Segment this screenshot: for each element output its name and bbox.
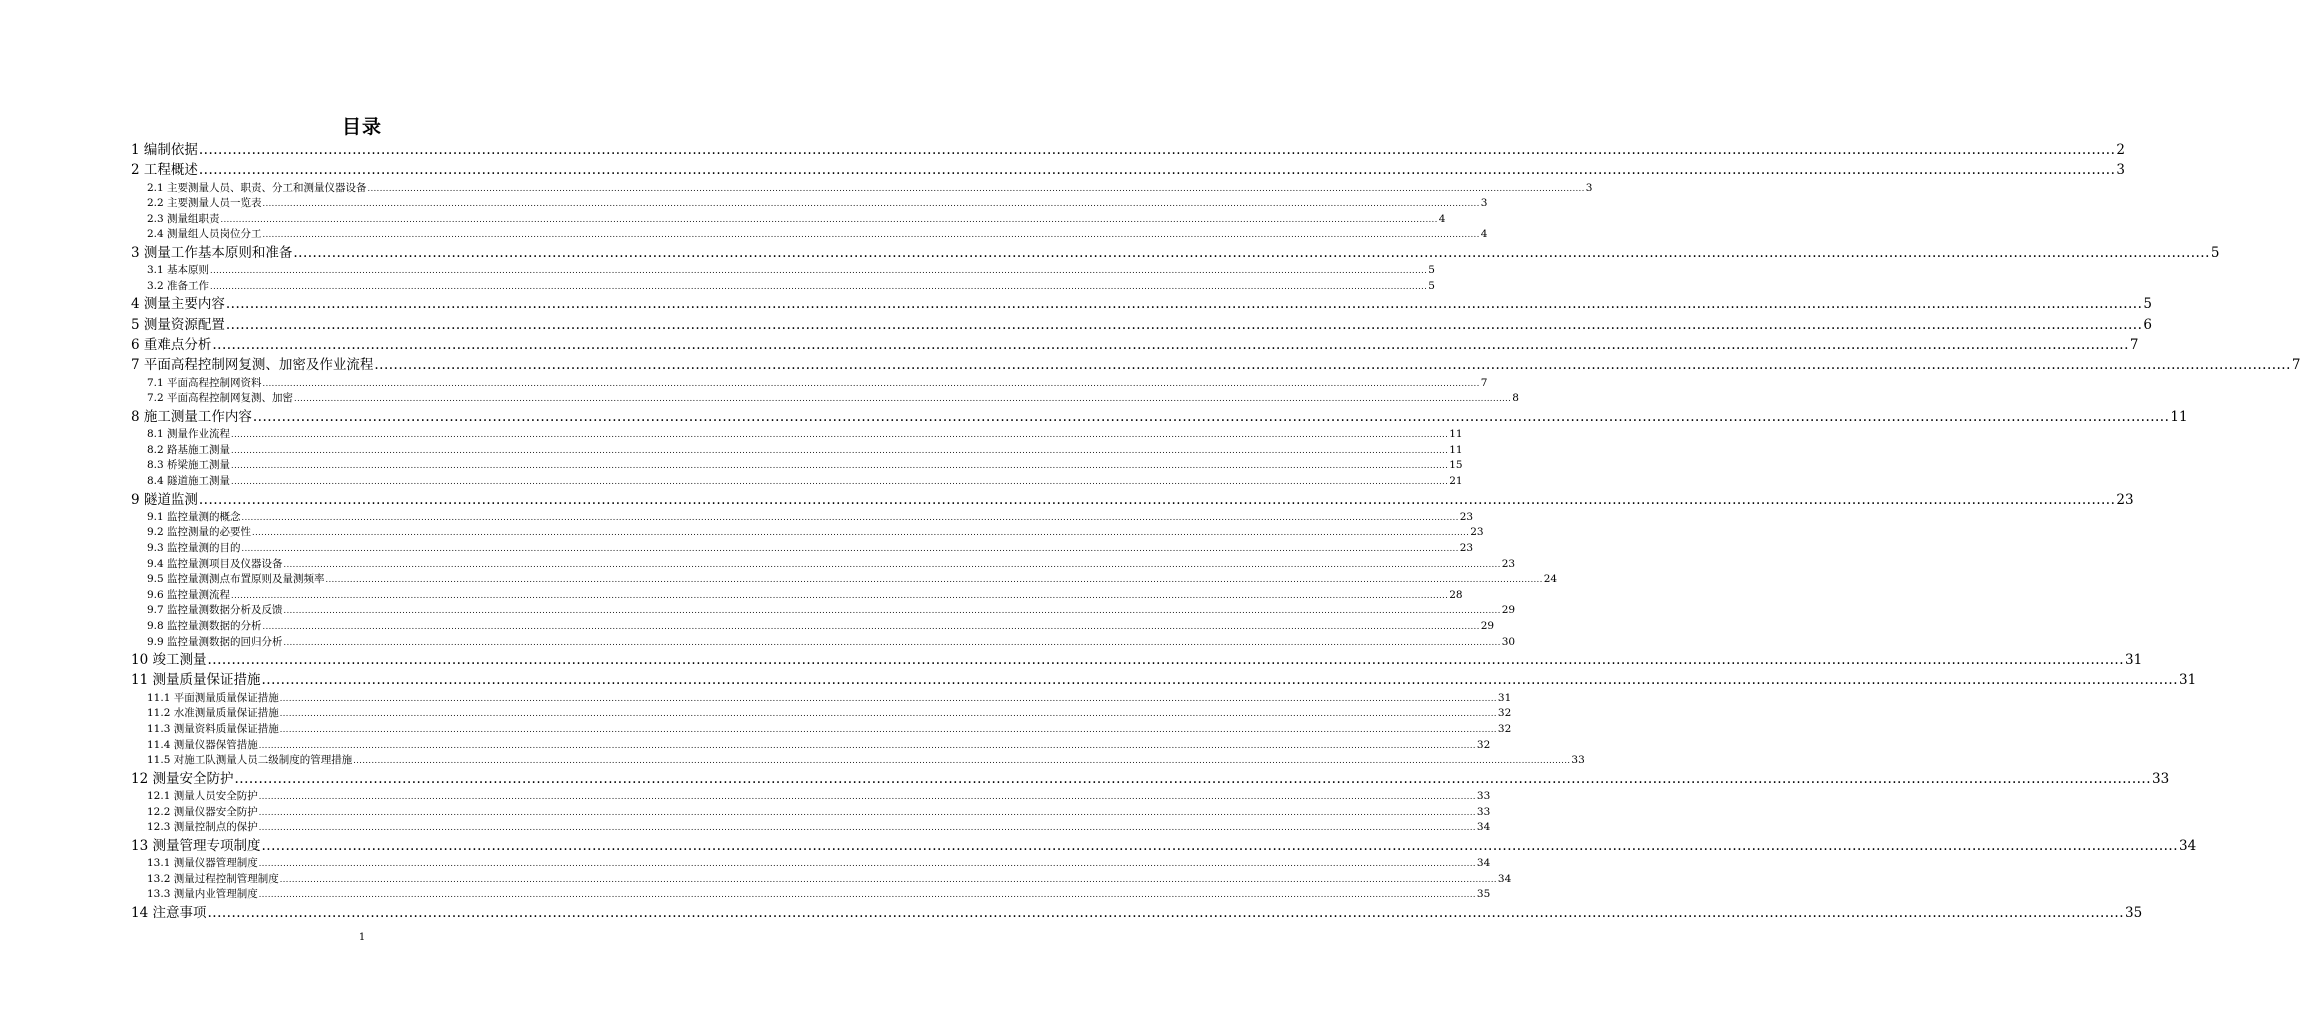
toc-entry-section[interactable] [131,635,1516,651]
toc-dot-leader: ................................................................................................................................................................................................................................................................................................................................................................................................................ [283,559,1501,569]
toc-entry-page-number: 34 [1476,821,1491,834]
toc-entry-section[interactable] [131,557,1516,573]
toc-entry-label: 2.1 主要测量人员、职责、分工和测量仪器设备 [147,181,367,194]
toc-entry-label: 9.8 监控量测数据的分析 [147,619,262,632]
toc-entry-section[interactable] [131,722,1512,738]
toc-entry-label: 12.3 测量控制点的保护 [147,821,258,834]
toc-entry-section[interactable] [131,427,1463,443]
toc-entry-section[interactable] [131,572,1558,588]
toc-dot-leader: ................................................................................................................................................................................................................................................................................................................................................................................................................ [207,904,2124,921]
toc-entry-page-number: 30 [1501,635,1516,648]
toc-entry-chapter[interactable] [131,769,2170,789]
toc-dot-leader: ................................................................................................................................................................................................................................................................................................................................................................................................................ [220,214,1438,224]
toc-entry-label: 2 工程概述 [131,162,198,179]
toc-entry-section[interactable] [131,706,1512,722]
toc-dot-leader: ................................................................................................................................................................................................................................................................................................................................................................................................................ [262,230,1480,240]
toc-entry-section[interactable] [131,474,1463,490]
toc-entry-page-number: 2 [2116,142,2125,158]
toc-dot-leader: ................................................................................................................................................................................................................................................................................................................................................................................................................ [353,756,1571,766]
toc-entry-label: 11 测量质量保证措施 [131,672,261,689]
toc-entry-chapter[interactable] [131,903,2143,923]
toc-entry-page-number: 34 [2179,837,2197,854]
toc-entry-section[interactable] [131,738,1491,754]
toc-entry-label: 13.1 测量仪器管理制度 [147,857,258,870]
toc-entry-label: 3.1 基本原则 [147,264,210,277]
toc-entry-page-number: 34 [1497,872,1512,885]
toc-entry-label: 10 竣工测量 [131,652,207,669]
toc-dot-leader: ................................................................................................................................................................................................................................................................................................................................................................................................................ [225,316,2143,333]
toc-dot-leader: ................................................................................................................................................................................................................................................................................................................................................................................................................ [367,183,1585,193]
toc-dot-leader: ................................................................................................................................................................................................................................................................................................................................................................................................................ [258,792,1476,801]
toc-entry-section[interactable] [131,443,1463,459]
toc-entry-page-number: 32 [1476,738,1491,751]
toc-dot-leader: ................................................................................................................................................................................................................................................................................................................................................................................................................ [231,445,1449,455]
toc-entry-page-number: 23 [1459,510,1474,523]
toc-dot-leader: ................................................................................................................................................................................................................................................................................................................................................................................................................ [258,890,1476,900]
toc-entry-label: 9.5 监控量测测点布置原则及量测频率 [147,573,325,586]
toc-entry-page-number: 11 [2170,408,2188,425]
toc-dot-leader: ................................................................................................................................................................................................................................................................................................................................................................................................................ [225,296,2143,313]
toc-entry-page-number: 5 [1428,264,1435,277]
toc-entry-label: 6 重难点分析 [131,337,212,354]
toc-entry-page-number: 35 [1476,888,1491,901]
toc-entry-page-number: 8 [1512,392,1519,405]
toc-dot-leader: ................................................................................................................................................................................................................................................................................................................................................................................................................ [231,430,1449,440]
toc-entry-section[interactable] [131,391,1519,407]
toc-dot-leader: ................................................................................................................................................................................................................................................................................................................................................................................................................ [294,394,1512,404]
toc-dot-leader: ................................................................................................................................................................................................................................................................................................................................................................................................................ [262,199,1480,209]
toc-entry-page-number: 28 [1449,588,1463,601]
toc-entry-label: 9.2 监控测量的必要性 [147,526,252,539]
toc-dot-leader: ................................................................................................................................................................................................................................................................................................................................................................................................................ [262,378,1480,388]
toc-entry-label: 12 测量安全防护 [131,770,234,787]
toc-entry-section[interactable] [131,691,1512,707]
toc-entry-page-number: 3 [1585,181,1593,194]
toc-dot-leader: ................................................................................................................................................................................................................................................................................................................................................................................................................ [207,652,2124,669]
toc-dot-leader: ................................................................................................................................................................................................................................................................................................................................................................................................................ [374,357,2291,374]
toc-entry-section[interactable] [131,458,1463,474]
toc-entry-label: 3 测量工作基本原则和准备 [131,244,293,261]
toc-entry-section[interactable] [131,619,1495,635]
toc-entry-section[interactable] [131,212,1446,228]
toc-entry-chapter[interactable] [131,650,2143,670]
toc-entry-chapter[interactable] [131,140,2125,160]
toc-entry-page-number: 23 [1501,557,1516,570]
toc-dot-leader: ................................................................................................................................................................................................................................................................................................................................................................................................................ [252,408,2170,425]
toc-entry-label: 9.4 监控量测项目及仪器设备 [147,557,283,570]
toc-dot-leader: ................................................................................................................................................................................................................................................................................................................................................................................................................ [198,142,2116,158]
toc-entry-label: 1 编制依据 [131,142,198,158]
toc-entry-page-number: 5 [2210,244,2220,261]
toc-dot-leader: ................................................................................................................................................................................................................................................................................................................................................................................................................ [283,637,1501,647]
toc-entry-label: 9.7 监控量测数据分析及反馈 [147,604,283,617]
toc-entry-label: 13.3 测量内业管理制度 [147,888,258,901]
toc-entry-label: 3.2 准备工作 [147,279,210,292]
toc-entry-label: 13.2 测量过程控制管理制度 [147,872,279,885]
toc-dot-leader: ................................................................................................................................................................................................................................................................................................................................................................................................................ [241,543,1459,553]
toc-dot-leader: ................................................................................................................................................................................................................................................................................................................................................................................................................ [231,590,1449,600]
toc-entry-section[interactable] [131,196,1488,212]
toc-dot-leader: ................................................................................................................................................................................................................................................................................................................................................................................................................ [241,512,1459,522]
toc-entry-chapter[interactable] [131,315,2152,335]
toc-entry-section[interactable] [131,872,1512,888]
toc-entry-chapter[interactable] [131,355,2301,375]
toc-entry-page-number: 33 [2152,770,2170,787]
toc-entry-page-number: 4 [1438,212,1446,225]
toc-entry-label: 7 平面高程控制网复测、加密及作业流程 [131,357,374,374]
toc-entry-page-number: 29 [1501,604,1516,617]
toc-entry-section[interactable] [131,376,1488,392]
toc-entry-page-number: 29 [1480,619,1495,632]
toc-entry-section[interactable] [131,753,1585,769]
toc-entry-chapter[interactable] [131,670,2197,690]
toc-entry-label: 9.3 监控量测的目的 [147,541,241,554]
toc-entry-label: 5 测量资源配置 [131,316,225,333]
toc-entry-label: 11.2 水准测量质量保证措施 [147,707,279,720]
toc-entry-page-number: 4 [1480,228,1488,241]
toc-entry-label: 8.1 测量作业流程 [147,428,231,441]
toc-entry-page-number: 23 [2116,491,2134,508]
toc-dot-leader: ................................................................................................................................................................................................................................................................................................................................................................................................................ [279,709,1497,719]
toc-entry-section[interactable] [131,887,1491,903]
toc-entry-label: 8.3 桥梁施工测量 [147,459,231,472]
toc-entry-page-number: 3 [1480,197,1488,210]
toc-title: 目录 [341,116,382,138]
toc-entry-page-number: 7 [2291,357,2301,374]
toc-entry-section[interactable] [131,279,1435,295]
toc-entry-label: 9 隧道监测 [131,491,198,508]
toc-entry-label: 8.2 路基施工测量 [147,443,231,456]
toc-dot-leader: ................................................................................................................................................................................................................................................................................................................................................................................................................ [279,874,1497,884]
toc-dot-leader: ................................................................................................................................................................................................................................................................................................................................................................................................................ [231,461,1449,471]
toc-entry-page-number: 32 [1497,722,1512,735]
toc-dot-leader: ................................................................................................................................................................................................................................................................................................................................................................................................................ [212,337,2129,354]
toc-entry-page-number: 33 [1476,805,1491,818]
toc-entry-label: 4 测量主要内容 [131,296,225,313]
toc-entry-label: 12.1 测量人员安全防护 [147,790,258,802]
toc-entry-label: 9.1 监控量测的概念 [147,510,241,523]
toc-dot-leader: ................................................................................................................................................................................................................................................................................................................................................................................................................ [258,823,1476,833]
toc-entry-page-number: 34 [1476,857,1491,870]
toc-dot-leader: ................................................................................................................................................................................................................................................................................................................................................................................................................ [258,740,1476,750]
toc-entry-page-number: 11 [1449,428,1463,441]
toc-entry-label: 11.1 平面测量质量保证措施 [147,691,279,704]
toc-entry-label: 11.4 测量仪器保管措施 [147,738,258,751]
toc-dot-leader: ................................................................................................................................................................................................................................................................................................................................................................................................................ [293,244,2210,261]
toc-entry-section[interactable] [131,263,1435,279]
toc-entry-page-number: 24 [1543,573,1558,586]
toc-entry-label: 11.5 对施工队测量人员二级制度的管理措施 [147,754,353,767]
toc-dot-leader: ................................................................................................................................................................................................................................................................................................................................................................................................................ [258,859,1476,869]
toc-entry-page-number: 11 [1449,443,1463,456]
toc-entry-section[interactable] [131,603,1516,619]
toc-dot-leader: ................................................................................................................................................................................................................................................................................................................................................................................................................ [283,606,1501,616]
toc-dot-leader: ................................................................................................................................................................................................................................................................................................................................................................................................................ [261,837,2178,854]
toc-entry-chapter[interactable] [131,836,2197,856]
toc-entry-section[interactable] [131,856,1491,872]
toc-dot-leader: ................................................................................................................................................................................................................................................................................................................................................................................................................ [279,724,1497,734]
toc-entry-label: 2.4 测量组人员岗位分工 [147,228,262,241]
toc-entry-page-number: 35 [2125,904,2143,921]
toc-entry-section[interactable] [131,525,1484,541]
toc-dot-leader: ................................................................................................................................................................................................................................................................................................................................................................................................................ [252,528,1470,538]
toc-entry-page-number: 15 [1449,459,1463,472]
toc-entry-page-number: 23 [1459,541,1474,554]
toc-entry-label: 8 施工测量工作内容 [131,408,252,425]
toc-entry-page-number: 5 [1428,279,1435,292]
toc-entry-page-number: 31 [2179,672,2197,689]
toc-entry-page-number: 31 [1497,691,1512,704]
toc-entry-label: 11.3 测量资料质量保证措施 [147,722,279,735]
toc-dot-leader: ................................................................................................................................................................................................................................................................................................................................................................................................................ [198,162,2116,179]
toc-entry-page-number: 7 [2129,337,2139,354]
toc-entry-page-number: 33 [1571,754,1585,767]
table-of-contents [131,140,2301,923]
toc-entry-chapter[interactable] [131,160,2125,180]
toc-entry-label: 12.2 测量仪器安全防护 [147,805,258,818]
toc-entry-page-number: 31 [2125,652,2143,669]
toc-entry-section[interactable] [131,789,1491,805]
toc-entry-chapter[interactable] [131,335,2139,355]
toc-entry-section[interactable] [131,541,1474,557]
toc-entry-page-number: 6 [2143,316,2152,333]
toc-entry-chapter[interactable] [131,294,2152,314]
toc-entry-chapter[interactable] [131,490,2134,510]
toc-dot-leader: ................................................................................................................................................................................................................................................................................................................................................................................................................ [210,281,1428,291]
toc-entry-page-number: 5 [2143,296,2152,313]
toc-dot-leader: ................................................................................................................................................................................................................................................................................................................................................................................................................ [231,476,1449,486]
toc-dot-leader: ................................................................................................................................................................................................................................................................................................................................................................................................................ [261,672,2178,689]
toc-entry-page-number: 32 [1497,707,1512,720]
toc-entry-page-number: 33 [1476,790,1491,802]
toc-entry-label: 2.3 测量组职责 [147,212,220,225]
toc-entry-label: 7.1 平面高程控制网资料 [147,376,262,389]
toc-dot-leader: ................................................................................................................................................................................................................................................................................................................................................................................................................ [258,807,1476,817]
toc-entry-page-number: 21 [1449,474,1463,487]
toc-entry-chapter[interactable] [131,243,2220,263]
toc-dot-leader: ................................................................................................................................................................................................................................................................................................................................................................................................................ [234,770,2151,787]
toc-entry-section[interactable] [131,588,1463,604]
toc-entry-label: 7.2 平面高程控制网复测、加密 [147,392,294,405]
toc-entry-section[interactable] [131,805,1491,821]
toc-entry-label: 8.4 隧道施工测量 [147,474,231,487]
toc-entry-section[interactable] [131,181,1593,197]
toc-dot-leader: ................................................................................................................................................................................................................................................................................................................................................................................................................ [210,266,1428,276]
toc-entry-section[interactable] [131,820,1491,836]
toc-entry-page-number: 23 [1470,526,1484,539]
toc-dot-leader: ................................................................................................................................................................................................................................................................................................................................................................................................................ [198,491,2116,508]
toc-entry-section[interactable] [131,510,1474,526]
toc-entry-label: 9.6 监控量测流程 [147,588,231,601]
toc-entry-label: 2.2 主要测量人员一览表 [147,197,262,210]
footer-page-number: 1 [358,932,366,943]
toc-dot-leader: ................................................................................................................................................................................................................................................................................................................................................................................................................ [262,621,1480,631]
toc-entry-section[interactable] [131,227,1488,243]
toc-dot-leader: ................................................................................................................................................................................................................................................................................................................................................................................................................ [279,693,1497,703]
toc-entry-page-number: 7 [1480,376,1488,389]
toc-entry-page-number: 3 [2116,162,2125,179]
toc-dot-leader: ................................................................................................................................................................................................................................................................................................................................................................................................................ [325,575,1543,585]
toc-entry-chapter[interactable] [131,407,2188,427]
toc-entry-label: 9.9 监控量测数据的回归分析 [147,635,283,648]
toc-entry-label: 13 测量管理专项制度 [131,837,261,854]
toc-entry-label: 14 注意事项 [131,904,207,921]
